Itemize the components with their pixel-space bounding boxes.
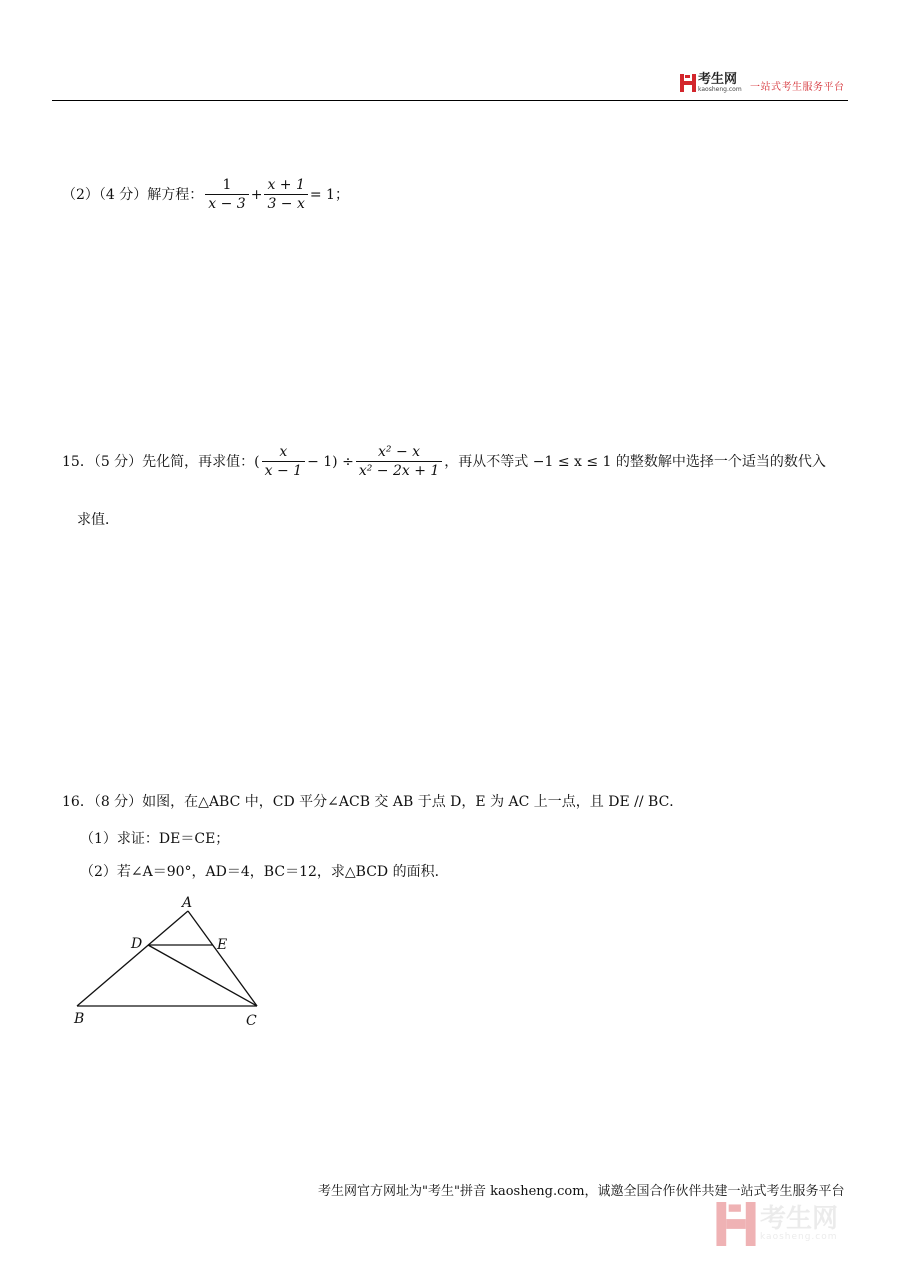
q15-frac2-denominator: x² − 2x + 1 bbox=[358, 463, 440, 479]
q15-frac1-denominator: x − 1 bbox=[264, 463, 303, 479]
question-15 bbox=[62, 443, 826, 480]
q14-label: （2）（4 分）解方程： bbox=[62, 186, 204, 203]
triangle-figure bbox=[70, 890, 270, 1030]
q14-plus: + bbox=[250, 186, 263, 203]
logo-domain: kaosheng.com bbox=[698, 85, 742, 93]
edge-ac bbox=[188, 911, 257, 1006]
label-b: B bbox=[74, 1011, 85, 1027]
q14-fraction-2 bbox=[264, 176, 307, 213]
watermark-text bbox=[760, 1206, 838, 1242]
question-14-part-2 bbox=[62, 176, 349, 213]
logo-name: 考生网 bbox=[698, 71, 738, 87]
q16-part-1: （1）求证：DE＝CE； bbox=[80, 831, 230, 847]
q15-fraction-1 bbox=[262, 443, 305, 480]
q15-minus-one: − 1) ÷ bbox=[307, 453, 354, 470]
header-slogan: 一站式考生服务平台 bbox=[750, 82, 845, 93]
q14-frac2-numerator: x + 1 bbox=[264, 176, 307, 195]
q15-frac1-numerator: x bbox=[262, 443, 305, 462]
label-e: E bbox=[217, 937, 228, 953]
logo-mark-icon bbox=[680, 74, 696, 92]
q16-part-2: （2）若∠A＝90°，AD＝4，BC＝12，求△BCD 的面积． bbox=[80, 864, 449, 880]
q16-stem: 16．（8 分）如图，在△ABC 中，CD 平分∠ACB 交 AB 于点 D，E 为 AC 上一点，且 DE // BC． bbox=[62, 794, 684, 810]
q15-frac2-numerator: x² − x bbox=[356, 443, 442, 462]
header-rule bbox=[52, 100, 848, 101]
logo-text bbox=[698, 71, 742, 93]
watermark-logo-icon bbox=[716, 1202, 756, 1246]
watermark-domain: kaosheng.com bbox=[760, 1232, 838, 1242]
label-d: D bbox=[131, 936, 143, 952]
q15-open-paren: ( bbox=[254, 453, 260, 470]
watermark bbox=[716, 1202, 838, 1246]
header-logo bbox=[680, 72, 742, 94]
watermark-name: 考生网 bbox=[760, 1204, 839, 1234]
q15-tail: ，再从不等式 −1 ≤ x ≤ 1 的整数解中选择一个适当的数代入 bbox=[444, 453, 826, 470]
q15-fraction-2 bbox=[356, 443, 442, 480]
segment-cd bbox=[148, 945, 257, 1006]
q14-rhs: = 1； bbox=[309, 186, 349, 203]
q14-frac1-numerator: 1 bbox=[205, 176, 248, 195]
q15-line-2: 求值． bbox=[77, 512, 119, 528]
label-c: C bbox=[246, 1013, 257, 1029]
q14-frac2-denominator: 3 − x bbox=[267, 196, 305, 212]
footer-text: 考生网官方网址为"考生"拼音 kaosheng.com，诚邀全国合作伙伴共建一站式考生服务平台 bbox=[318, 1184, 845, 1199]
label-a: A bbox=[182, 895, 193, 911]
q15-label: 15．（5 分）先化简，再求值： bbox=[62, 453, 255, 470]
q14-frac1-denominator: x − 3 bbox=[208, 196, 246, 212]
q14-fraction-1 bbox=[205, 176, 248, 213]
